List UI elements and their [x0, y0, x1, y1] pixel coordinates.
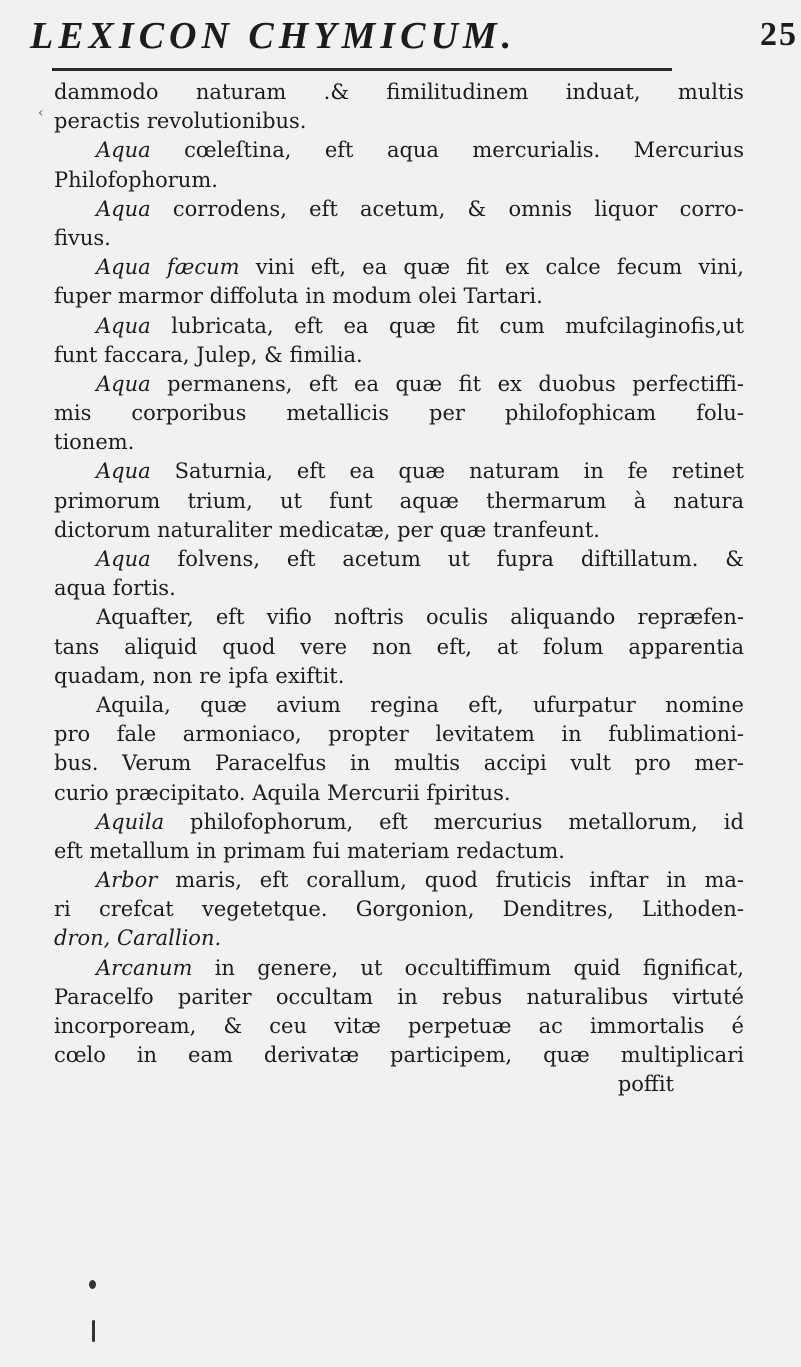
word: derivatæ — [263, 1043, 360, 1068]
word: cœlo — [54, 1043, 106, 1068]
word: in — [136, 1043, 158, 1068]
word: quæ — [543, 1043, 590, 1068]
word: incorpoream, — [54, 1014, 197, 1038]
ink-mark — [92, 1320, 95, 1342]
word: pariter — [177, 984, 252, 1009]
word: corallum, — [306, 868, 407, 893]
text-line — [54, 633, 744, 662]
text-line — [54, 253, 744, 282]
word: peractis — [54, 109, 147, 134]
text-line — [54, 720, 744, 749]
word: Lithoden- — [642, 897, 744, 922]
word: & — [725, 547, 744, 571]
word: armoniaco, — [182, 722, 302, 747]
word: ac — [538, 1014, 563, 1038]
word: fimilitudinem — [386, 80, 529, 104]
text-line — [54, 983, 744, 1012]
word: acetum, — [360, 196, 446, 221]
word: quæ — [439, 517, 494, 542]
word: diftillatum. — [580, 547, 699, 571]
text-line — [54, 603, 744, 632]
word: naturaliter — [157, 517, 279, 542]
word: olei — [418, 284, 464, 309]
word: quæ — [395, 371, 443, 396]
word: .& — [323, 80, 350, 104]
word: ipfa — [228, 663, 276, 688]
word: noftris — [333, 605, 404, 630]
word: fæcum — [166, 255, 240, 280]
word: fe — [627, 459, 648, 484]
word: mer- — [694, 751, 744, 776]
word: nomine — [665, 692, 744, 717]
word: Aqua — [96, 547, 151, 571]
word: eft, — [468, 692, 504, 717]
dictionary-entries — [54, 78, 744, 1100]
word: fit — [456, 313, 479, 338]
word: tans — [54, 634, 100, 659]
word: Paracelfo — [54, 984, 154, 1009]
text-line — [54, 1012, 744, 1041]
word: Aqua — [96, 371, 151, 396]
word: Paracelfus — [215, 751, 327, 776]
word: natura — [673, 488, 744, 513]
text-line — [54, 370, 744, 399]
word: apparentia — [628, 634, 744, 659]
text-line — [54, 107, 744, 136]
word: fimilia. — [289, 342, 363, 367]
word: ma- — [704, 868, 744, 893]
text-line — [54, 837, 744, 866]
word: metallorum, — [568, 809, 698, 834]
word: ex — [497, 371, 522, 396]
word: in — [561, 722, 582, 747]
word: tranfeunt. — [493, 517, 600, 542]
word: eft — [379, 809, 408, 834]
word: ut — [279, 488, 302, 513]
word: Aquila, — [96, 692, 171, 717]
word: crefcat — [99, 897, 174, 922]
word: dron, — [54, 926, 117, 951]
word: naturam — [469, 459, 560, 484]
word: induat, — [565, 80, 641, 104]
word: multis — [393, 751, 461, 776]
text-line — [54, 574, 744, 603]
word: participem, — [390, 1043, 513, 1068]
text-line — [54, 457, 744, 486]
word: propter — [328, 722, 409, 747]
word: fpiritus. — [426, 780, 511, 805]
word: virtuté — [672, 984, 744, 1009]
word: immortalis — [589, 1014, 705, 1038]
word: eft — [309, 196, 338, 221]
word: folu- — [696, 401, 744, 426]
text-line — [54, 895, 744, 924]
word: trium, — [187, 488, 253, 513]
word: fublimationi- — [608, 722, 744, 747]
word: dictorum — [54, 517, 158, 542]
word: funt — [54, 342, 104, 367]
word: ufurpatur — [532, 692, 636, 717]
word: Mercurii — [327, 780, 427, 805]
word: mercurialis. — [472, 138, 601, 163]
word: é — [731, 1014, 744, 1038]
word: eft, — [436, 634, 472, 659]
word: Denditres, — [502, 897, 614, 922]
word: Arcanum — [96, 955, 193, 980]
word: redactum. — [456, 838, 565, 863]
word: omnis — [508, 196, 573, 221]
word: modum — [332, 284, 419, 309]
word: & — [223, 1014, 243, 1038]
text-line — [54, 166, 744, 195]
word: eft — [54, 838, 90, 863]
word: inftar — [589, 868, 649, 893]
word: in — [583, 459, 604, 484]
word: Aquila — [252, 780, 328, 805]
header-rule — [52, 68, 672, 71]
word: levitatem — [435, 722, 535, 747]
text-line — [54, 195, 744, 224]
word: in — [666, 868, 687, 893]
word: fecum — [616, 255, 683, 280]
word: quæ — [389, 313, 436, 338]
word: eft — [286, 547, 316, 571]
word: eft — [296, 459, 326, 484]
word: diffoluta — [209, 284, 306, 309]
word: Aquafter, — [96, 605, 194, 630]
word: aqua — [54, 576, 113, 601]
header-title: LEXICON CHYMICUM. — [30, 15, 517, 57]
word: Carallion. — [117, 926, 222, 951]
word: thermarum — [486, 488, 607, 513]
word: corrodens, — [172, 196, 287, 221]
word: ex — [504, 255, 530, 280]
word: tionem. — [54, 430, 135, 455]
word: regina — [370, 692, 439, 717]
word: vifio — [266, 605, 312, 630]
word: ut — [447, 547, 470, 571]
margin-mark: ‹ — [38, 105, 44, 121]
text-line — [54, 136, 744, 165]
word: Tartari. — [463, 284, 543, 309]
word: perpetuæ — [407, 1014, 512, 1038]
word: genere, — [257, 955, 339, 980]
word: pro — [54, 722, 91, 747]
word: vegetetque. — [201, 897, 328, 922]
word: eft — [324, 138, 354, 163]
text-line — [54, 341, 744, 370]
word: Gorgonion, — [355, 897, 475, 922]
word: fui — [312, 838, 348, 863]
word: aliquid — [124, 634, 198, 659]
word: multiplicari — [620, 1043, 744, 1068]
word: Aqua — [96, 196, 151, 221]
word: faccara, — [103, 342, 197, 367]
word: marmor — [117, 284, 210, 309]
word: occultiffimum — [404, 955, 552, 980]
word: Aqua — [96, 459, 151, 484]
word: quæ — [200, 692, 247, 717]
word: pro — [634, 751, 671, 776]
word: aliquando — [510, 605, 616, 630]
word: Aquila — [96, 809, 165, 834]
word: fruticis — [495, 868, 572, 893]
word: corporibus — [131, 401, 247, 426]
word: vitæ — [334, 1014, 381, 1038]
word: aquæ — [399, 488, 459, 513]
word: multis — [677, 80, 744, 104]
word: curio — [54, 780, 116, 805]
text-line — [54, 312, 744, 341]
word: & — [264, 342, 290, 367]
word: cœleſtina, — [184, 138, 292, 163]
text-line — [54, 1041, 744, 1070]
word: accipi — [483, 751, 547, 776]
word: primorum — [54, 488, 161, 513]
word: permanens, — [167, 371, 293, 396]
word: quæ — [403, 255, 451, 280]
word: quadam, — [54, 663, 153, 688]
word: in — [214, 955, 235, 980]
word: ut — [360, 955, 383, 980]
word: fit — [466, 255, 489, 280]
text-line — [54, 282, 744, 311]
word: Aqua — [96, 138, 151, 163]
word: folum — [542, 634, 604, 659]
word: fale — [116, 722, 157, 747]
word: eft — [215, 605, 245, 630]
word: vult — [570, 751, 611, 776]
word: eft — [308, 371, 338, 396]
word: duobus — [538, 371, 616, 396]
word: Verum — [122, 751, 192, 776]
word: mufcilaginofis,ut — [565, 313, 744, 338]
word: dammodo — [54, 80, 159, 104]
running-header — [30, 14, 800, 66]
text-line — [54, 399, 744, 428]
word: ea — [362, 255, 388, 280]
word: in — [196, 838, 224, 863]
word: per — [429, 401, 465, 426]
word: materiam — [347, 838, 457, 863]
word: eft, — [310, 255, 347, 280]
text-line — [54, 808, 744, 837]
word: primam — [223, 838, 313, 863]
text-line — [54, 487, 744, 516]
word: maris, — [175, 868, 242, 893]
word: Philofophorum. — [54, 167, 218, 192]
word: rebus — [441, 984, 503, 1009]
text-line — [54, 924, 744, 953]
word: exiftit. — [275, 663, 345, 688]
word: in — [305, 284, 333, 309]
word: vere — [300, 634, 348, 659]
word: at — [496, 634, 518, 659]
word: vini, — [698, 255, 744, 280]
word: quod — [222, 634, 276, 659]
word: Mercurius — [633, 138, 744, 163]
word: lubricata, — [171, 313, 274, 338]
word: præcipitato. — [115, 780, 253, 805]
word: per — [397, 517, 440, 542]
word: bus. — [54, 751, 99, 776]
page-number: 25 — [760, 16, 798, 53]
ink-spot — [89, 1280, 96, 1289]
word: non — [372, 634, 412, 659]
word: medicatæ, — [278, 517, 398, 542]
word: Arbor — [96, 868, 158, 893]
text-line — [54, 662, 744, 691]
word: à — [633, 488, 647, 513]
word: philofophorum, — [190, 809, 354, 834]
word: quod — [424, 868, 478, 893]
word: quid — [573, 955, 621, 980]
word: naturam — [195, 80, 287, 104]
word: cum — [499, 313, 545, 338]
word: funt — [329, 488, 373, 513]
text-line — [54, 78, 744, 107]
word: mercurius — [433, 809, 543, 834]
word: philofophicam — [504, 401, 657, 426]
word: eft — [259, 868, 289, 893]
word: ea — [343, 313, 369, 338]
text-line — [54, 516, 744, 545]
word: fupra — [496, 547, 554, 571]
word: fuper — [54, 284, 118, 309]
word: Aqua — [96, 313, 151, 338]
text-line — [54, 779, 744, 808]
word: ea — [354, 371, 379, 396]
word: quæ — [398, 459, 446, 484]
word: ea — [349, 459, 375, 484]
text-line — [54, 224, 744, 253]
word: eft — [294, 313, 323, 338]
word: oculis — [426, 605, 489, 630]
word: Julep, — [196, 342, 265, 367]
text-line — [54, 428, 744, 457]
word: re — [199, 663, 229, 688]
word: revolutionibus. — [146, 109, 307, 134]
word: mis — [54, 401, 92, 426]
word: folvens, — [177, 547, 260, 571]
word: eam — [188, 1043, 233, 1068]
word: occultam — [275, 984, 374, 1009]
word: in — [349, 751, 371, 776]
word: ceu — [269, 1014, 307, 1038]
word: vini — [255, 255, 295, 280]
text-line — [54, 1070, 744, 1099]
word: retinet — [671, 459, 744, 484]
word: poffit — [617, 1072, 674, 1097]
word: & — [467, 196, 487, 221]
word: fit — [458, 371, 482, 396]
word: fignificat, — [642, 955, 744, 980]
word: Saturnia, — [174, 459, 273, 484]
word: non — [152, 663, 200, 688]
text-line — [54, 954, 744, 983]
word: corro- — [679, 196, 744, 221]
word: metallicis — [286, 401, 390, 426]
word: fivus. — [54, 225, 111, 250]
word: metallum — [89, 838, 197, 863]
word: aqua — [386, 138, 439, 163]
text-line — [54, 749, 744, 778]
word: acetum — [342, 547, 421, 571]
word: naturalibus — [526, 984, 649, 1009]
word: ri — [54, 897, 71, 922]
text-line — [54, 545, 744, 574]
word: calce — [545, 255, 601, 280]
word: perfectiffi- — [632, 371, 744, 396]
text-line — [54, 866, 744, 895]
word: in — [397, 984, 418, 1009]
text-line — [54, 691, 744, 720]
word: avium — [276, 692, 341, 717]
word: id — [723, 809, 744, 834]
word: liquor — [594, 196, 658, 221]
word: fortis. — [112, 576, 176, 601]
word: Aqua — [96, 255, 151, 280]
word: repræfen- — [637, 605, 744, 630]
